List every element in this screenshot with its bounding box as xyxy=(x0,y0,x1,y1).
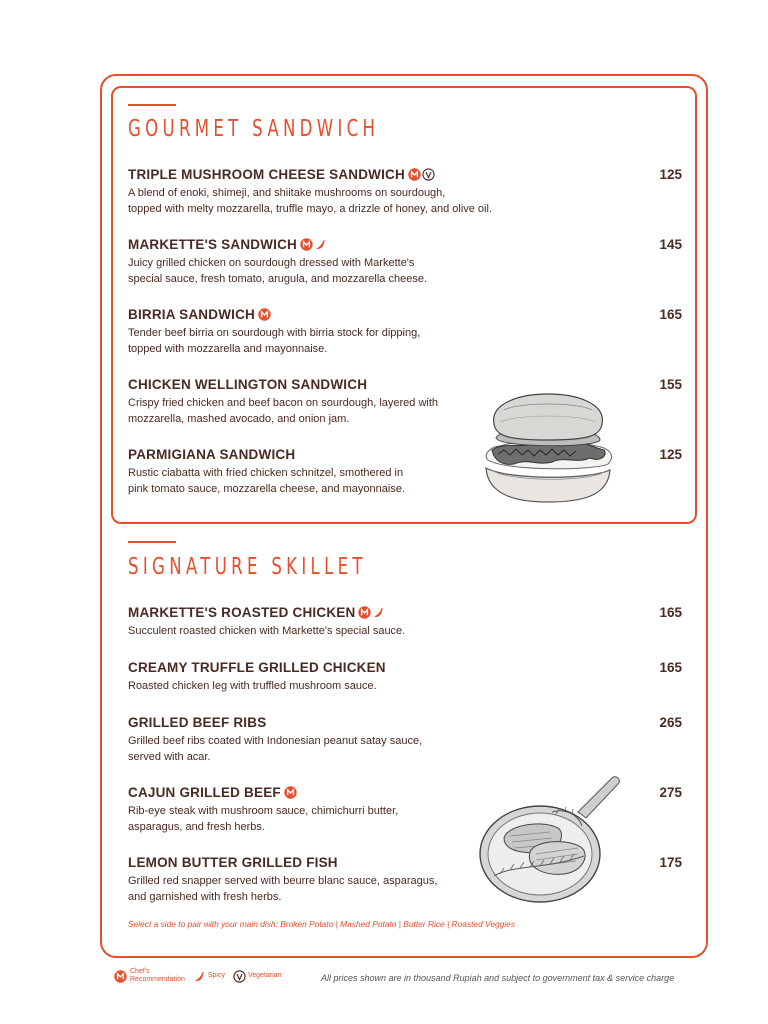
item-price: 165 xyxy=(659,659,682,675)
item-price: 265 xyxy=(659,714,682,730)
description-line: mozzarella, mashed avocado, and onion jam. xyxy=(128,412,350,425)
item-price: 165 xyxy=(659,306,682,322)
item-price: 275 xyxy=(659,784,682,800)
chef-recommendation-icon xyxy=(284,786,297,799)
vegetarian-icon xyxy=(233,970,246,983)
section-rule xyxy=(128,541,176,543)
item-description xyxy=(128,256,684,287)
item-price: 175 xyxy=(659,854,682,870)
section-title-gourmet-sandwich: GOURMET SANDWICH xyxy=(128,116,380,142)
item-name: LEMON BUTTER GRILLED FISH xyxy=(128,854,338,870)
description-line: topped with mozzarella and mayonnaise. xyxy=(128,342,328,355)
skillet-illustration xyxy=(474,772,624,910)
menu-item xyxy=(128,713,684,765)
chef-recommendation-icon xyxy=(258,308,271,321)
description-line: Crispy fried chicken and beef bacon on sourdough, layered with xyxy=(128,397,439,409)
item-description xyxy=(128,624,684,640)
description-line: pink tomato sauce, mozzarella cheese, and mayonnaise. xyxy=(128,482,405,495)
legend-chef-line: Recommendation xyxy=(130,976,185,983)
chef-recommendation-icon xyxy=(114,970,127,983)
description-line: special sauce, fresh tomato, arugula, and mozzarella cheese. xyxy=(128,272,427,285)
sandwich-illustration xyxy=(478,384,618,506)
menu-item xyxy=(128,658,684,695)
item-price: 155 xyxy=(659,376,682,392)
description-line: and garnished with fresh herbs. xyxy=(128,890,282,903)
description-line: Rustic ciabatta with fried chicken schnitzel, smothered in xyxy=(128,467,404,479)
menu-item xyxy=(128,165,684,217)
legend-chef-label xyxy=(130,968,185,984)
section-rule xyxy=(128,104,176,106)
price-disclaimer: All prices shown are in thousand Rupiah and subject to government tax & service charge xyxy=(321,973,675,983)
description-line: asparagus, and fresh herbs. xyxy=(128,820,265,833)
item-name: MARKETTE'S SANDWICH xyxy=(128,236,298,252)
vegetarian-icon xyxy=(422,168,435,181)
description-line: Grilled red snapper served with beurre blanc sauce, asparagus, xyxy=(128,875,438,887)
item-name: CREAMY TRUFFLE GRILLED CHICKEN xyxy=(128,659,386,675)
description-line: Juicy grilled chicken on sourdough dressed with Markette's xyxy=(128,257,415,269)
description-line: Rib-eye steak with mushroom sauce, chimichurri butter, xyxy=(128,805,399,817)
menu-item xyxy=(128,305,684,357)
chef-recommendation-icon xyxy=(358,606,371,619)
description-line: Roasted chicken leg with truffled mushroom sauce. xyxy=(128,680,377,692)
item-name: TRIPLE MUSHROOM CHEESE SANDWICH xyxy=(128,166,405,182)
spicy-icon xyxy=(314,238,327,251)
item-description xyxy=(128,186,684,217)
description-line: Succulent roasted chicken with Markette's special sauce. xyxy=(128,625,406,637)
item-description xyxy=(128,734,684,765)
description-line: A blend of enoki, shimeji, and shiitake mushrooms on sourdough, xyxy=(128,187,446,199)
menu-item xyxy=(128,235,684,287)
description-line: served with acar. xyxy=(128,750,211,763)
chef-recommendation-icon xyxy=(300,238,313,251)
spicy-icon xyxy=(372,606,385,619)
legend-vegetarian-label: Vegetarian xyxy=(248,972,282,979)
description-line: Grilled beef ribs coated with Indonesian peanut satay sauce, xyxy=(128,735,423,747)
item-price: 125 xyxy=(659,166,682,182)
item-price: 165 xyxy=(659,604,682,620)
item-name: MARKETTE'S ROASTED CHICKEN xyxy=(128,604,356,620)
legend xyxy=(114,968,281,984)
section-title-signature-skillet: SIGNATURE SKILLET xyxy=(128,554,367,580)
description-line: topped with melty mozzarella, truffle mayo, a drizzle of honey, and olive oil. xyxy=(128,202,492,215)
item-name: PARMIGIANA SANDWICH xyxy=(128,446,296,462)
item-name: CAJUN GRILLED BEEF xyxy=(128,784,281,800)
item-description xyxy=(128,679,684,695)
item-price: 125 xyxy=(659,446,682,462)
item-name: BIRRIA SANDWICH xyxy=(128,306,255,322)
legend-chef-line: Chef's xyxy=(130,968,150,975)
chef-recommendation-icon xyxy=(408,168,421,181)
item-price: 145 xyxy=(659,236,682,252)
item-name: CHICKEN WELLINGTON SANDWICH xyxy=(128,376,368,392)
side-dish-note: Select a side to pair with your main dish: Broken Potato | Mashed Potato | Butter Rice | Roasted Veggies xyxy=(128,919,516,929)
description-line: Tender beef birria on sourdough with birria stock for dipping, xyxy=(128,327,421,339)
item-description xyxy=(128,326,684,357)
menu-item xyxy=(128,603,684,640)
spicy-icon xyxy=(193,970,206,983)
item-name: GRILLED BEEF RIBS xyxy=(128,714,267,730)
legend-spicy-label: Spicy xyxy=(207,972,225,979)
